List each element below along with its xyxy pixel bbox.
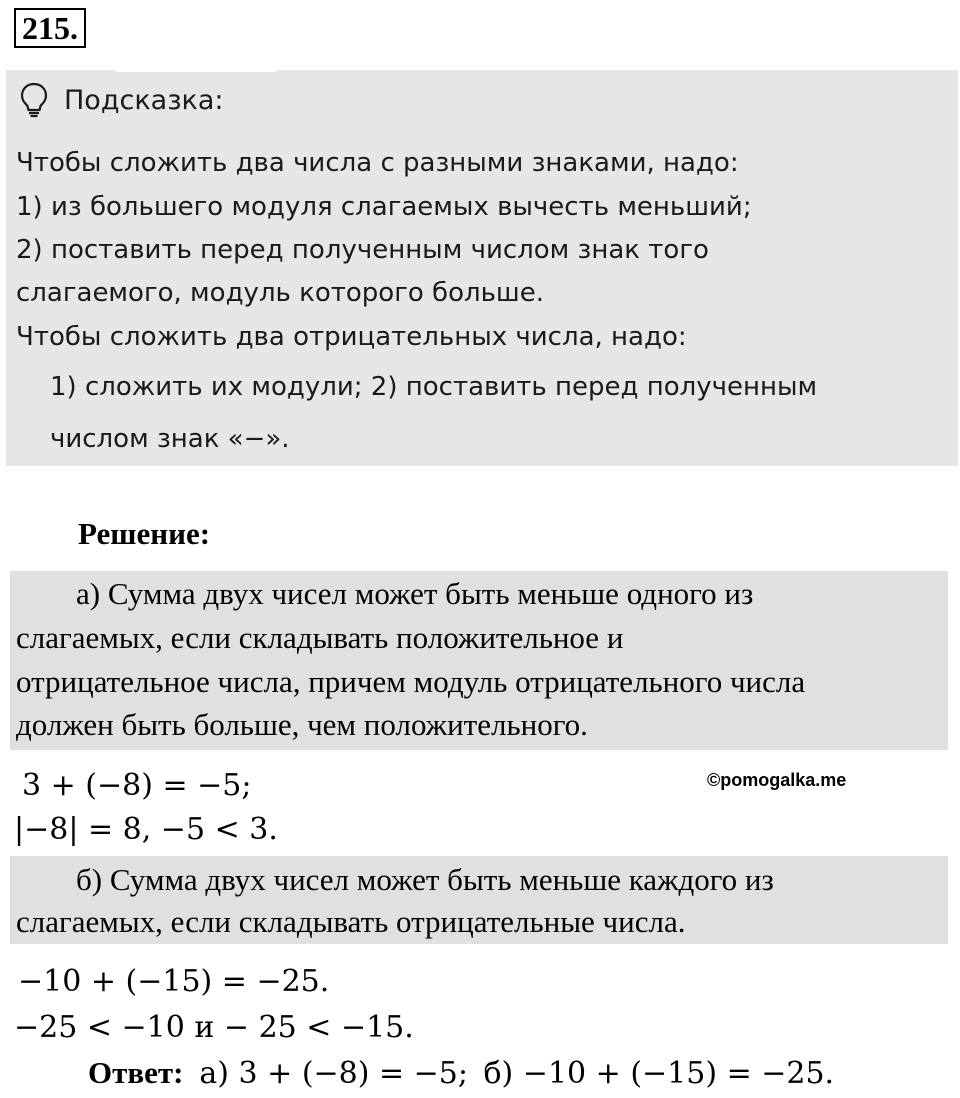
- answer-label: Ответ:: [88, 1055, 184, 1090]
- part-a-line: должен быть больше, чем положительного.: [16, 707, 588, 742]
- answer-line: [88, 1055, 834, 1091]
- part-a-comparison: |−8| = 8, −5 < 3.: [14, 812, 278, 847]
- hint-line: 1) сложить их модули; 2) поставить перед полученным: [50, 372, 818, 402]
- hint-box: [6, 70, 958, 466]
- hint-tab: [116, 68, 276, 72]
- part-a-equation: 3 + (−8) = −5;: [22, 768, 252, 803]
- answer-b: б) −10 + (−15) = −25.: [483, 1056, 835, 1091]
- hint-line: 1) из большего модуля слагаемых вычесть меньший;: [16, 192, 752, 222]
- hint-title: Подсказка:: [64, 84, 224, 116]
- hint-line: Чтобы сложить два числа с разными знаками, надо:: [16, 148, 739, 178]
- part-b-line: б) Сумма двух чисел может быть меньше каждого из: [76, 862, 774, 897]
- hint-line: 2) поставить перед полученным числом знак того: [16, 235, 709, 265]
- hint-line: числом знак «−».: [50, 424, 290, 454]
- hint-line: Чтобы сложить два отрицательных числа, надо:: [16, 322, 687, 352]
- solution-title: Решение:: [78, 516, 211, 551]
- lightbulb-icon: [20, 82, 48, 118]
- watermark: ©pomogalka.me: [707, 770, 847, 790]
- part-b-equation: −10 + (−15) = −25.: [18, 964, 330, 999]
- part-b-line: слагаемых, если складывать отрицательные числа.: [16, 904, 686, 939]
- part-b-comparison: −25 < −10 и − 25 < −15.: [14, 1010, 414, 1045]
- part-a-line: слагаемых, если складывать положительное и: [16, 620, 624, 655]
- hint-line: слагаемого, модуль которого больше.: [16, 278, 544, 308]
- task-number: 215.: [14, 8, 86, 48]
- answer-a: а) 3 + (−8) = −5;: [199, 1056, 468, 1091]
- part-a-line: а) Сумма двух чисел может быть меньше одного из: [76, 576, 754, 611]
- hint-header: [20, 80, 224, 120]
- part-a-line: отрицательное числа, причем модуль отрицательного числа: [16, 664, 806, 699]
